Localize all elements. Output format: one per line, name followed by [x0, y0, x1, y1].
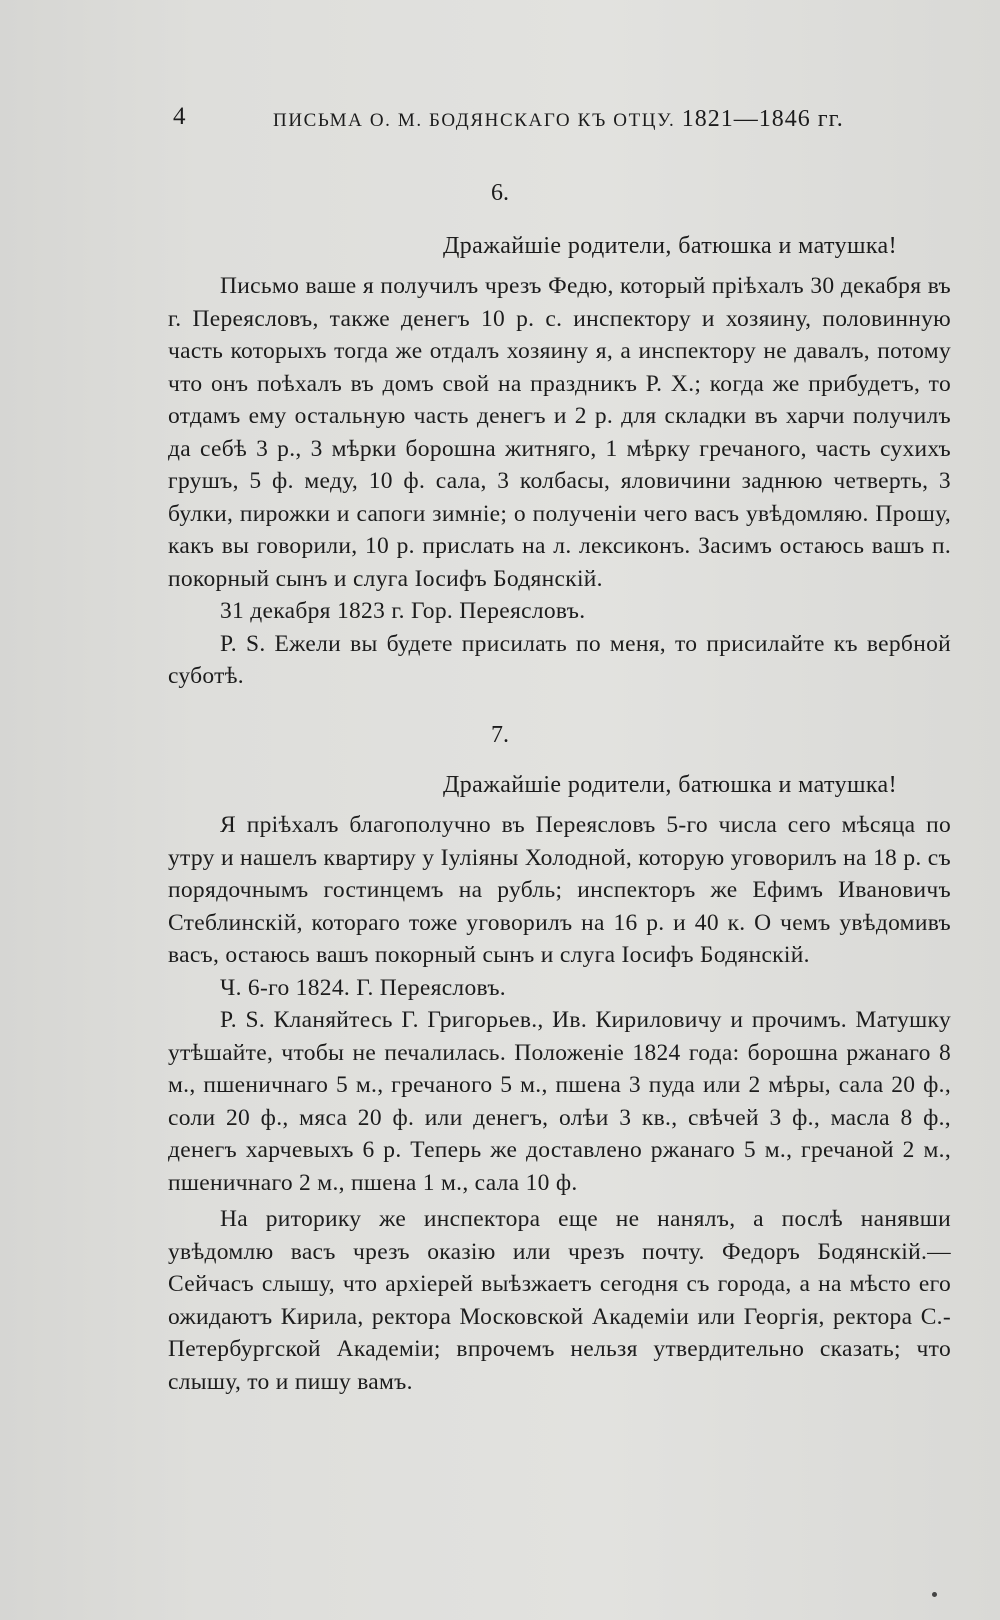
running-title-years: 1821—1846 гг.: [681, 106, 844, 132]
letter-6-number: 6.: [491, 180, 509, 206]
letter-6-date: 31 декабря 1823 г. Гор. Переясловъ.: [220, 598, 586, 624]
page-number: 4: [173, 103, 187, 130]
letter-6-salutation: Дражайшіе родители, батюшка и матушка!: [442, 233, 897, 259]
running-title-text: ПИСЬМА О. М. БОДЯНСКАГО КЪ ОТЦУ.: [273, 110, 676, 131]
letter-6-body: Письмо ваше я получилъ чрезъ Федю, который пріѣхалъ 30 декабря въ г. Переясловъ, также денегъ 10 р. с. инспектору и хозяину, половинную часть которыхъ тогда же отдалъ хозяину я, а инспектору не давалъ, потому что онъ поѣхалъ въ домъ свой на праздникъ Р. Х.; когда же прибудетъ, то отдамъ ему остальную часть денегъ и 2 р. для складки въ харчи получилъ да себѣ 3 р., 3 мѣрки борошна житняго, 1 мѣрку гречаного, часть сухихъ грушъ, 5 ф. меду, 10 ф. сала, 3 колбасы, яловичини заднюю четверть, 3 булки, пирожки и сапоги зимніе; о полученіи чего васъ увѣдомляю. Прошу, какъ вы говорили, 10 р. прислать на л. лексиконъ. Засимъ остаюсь вашъ п. покорный сынъ и слуга Іосифъ Бодянскій.: [168, 273, 951, 592]
letter-7-number: 7.: [491, 722, 509, 748]
letter-7-date: Ч. 6-го 1824. Г. Переясловъ.: [220, 974, 506, 1001]
letter-6-postscript: P. S. Ежели вы будете присилать по меня, то присилайте къ вербной суботѣ.: [168, 630, 951, 689]
running-title: [273, 106, 844, 133]
ink-speck: [932, 1592, 937, 1597]
letter-7-salutation: Дражайшіе родители, батюшка и матушка!: [442, 772, 897, 798]
letter-7-postscript: P. S. Кланяйтесь Г. Григорьев., Ив. Кириловичу и прочимъ. Матушку утѣшайте, чтобы не печалилась. Положеніе 1824 года: борошна ржанаго 8 м., пшеничнаго 5 м., гречаного 5 м., пшена 3 пуда или 2 мѣры, сала 20 ф., соли 20 ф., мяса 20 ф. или денегъ, олѣи 3 кв., свѣчей 3 ф., масла 8 ф., денегъ харчевыхъ 6 р. Теперь же доставлено ржанаго 5 м., гречаной 2 м., пшеничнаго 2 м., пшена 1 м., сала 10 ф.: [168, 1007, 951, 1196]
letter-6-text: [168, 270, 951, 693]
letter-7-closing: На риторику же инспектора еще не нанялъ, а послѣ нанявши увѣдомлю васъ чрезъ оказію или чрезъ почту. Федоръ Бодянскій.— Сейчасъ слышу, что архіерей выѣзжаетъ сегодня съ города, а на мѣсто его ожидаютъ Кирила, ректора Московской Академіи или Георгія, ректора С.-Петербургской Академіи; впрочемъ нельзя утвердительно сказать; что слышу, то и пишу вамъ.: [168, 1206, 951, 1395]
letter-7-text: [168, 809, 951, 1398]
letter-7-body: Я пріѣхалъ благополучно въ Переясловъ 5-го числа сего мѣсяца по утру и нашелъ квартиру у Іуліяны Холодной, которую уговорилъ на 18 р. съ порядочнымъ гостинцемъ на рубль; инспекторъ же Ефимъ Ивановичъ Стеблинскій, котораго тоже уговорилъ на 16 р. и 40 к. О чемъ увѣдомивъ васъ, остаюсь вашъ покорный сынъ и слуга Іосифъ Бодянскій.: [168, 812, 951, 968]
